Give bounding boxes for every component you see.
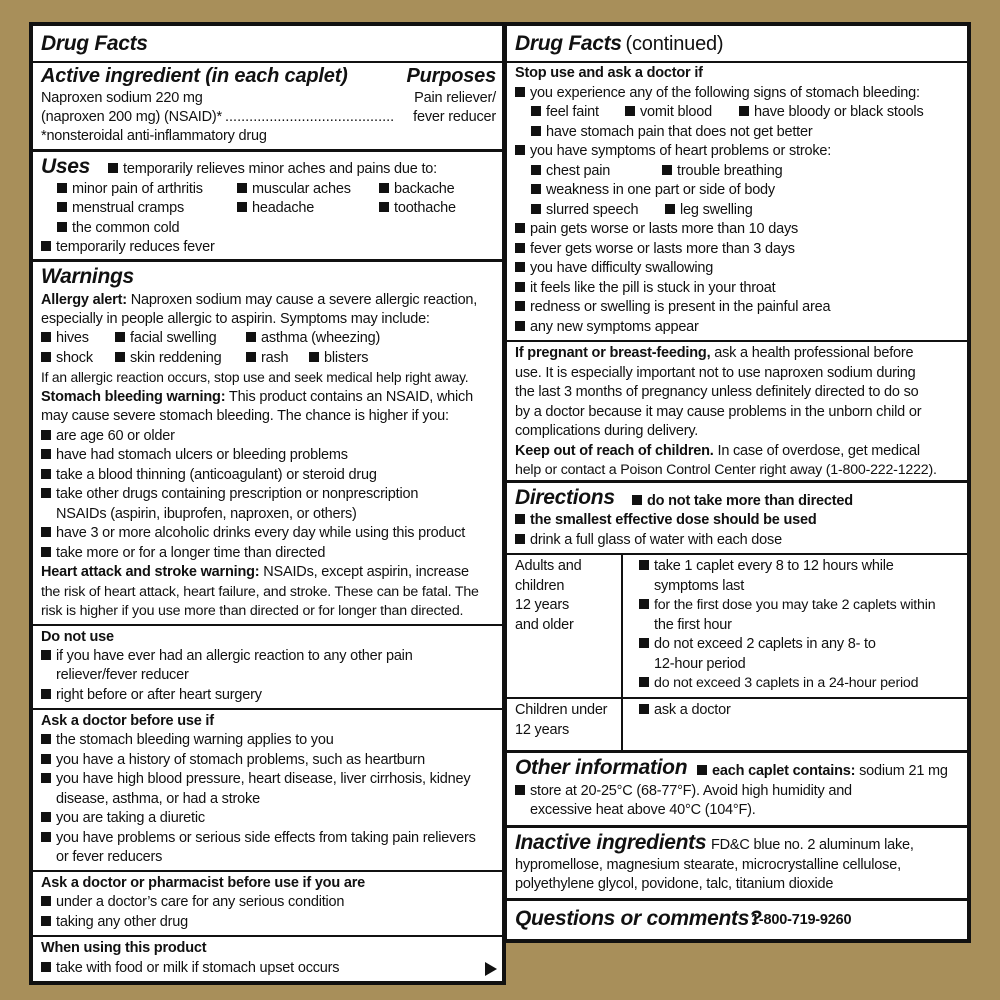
uses-section <box>33 152 502 262</box>
allergy-symptom: hives <box>41 329 89 349</box>
ask-pharmacist-heading: Ask a doctor or pharmacist before use if you are <box>41 875 365 891</box>
bullet-icon <box>531 126 541 136</box>
questions-section <box>507 901 967 939</box>
inactive-line-2: hypromellose, magnesium stearate, microcrystalline cellulose, <box>515 857 901 873</box>
leader-dots: .......................................... <box>225 109 395 125</box>
uses-heading: Uses <box>41 155 91 178</box>
active-ingredient-heading: Active ingredient (in each caplet) <box>41 65 348 87</box>
heart-line-3: risk is higher if you use more than directed or for longer than directed. <box>41 603 464 619</box>
directions-bullet: drink a full glass of water with each dose <box>515 531 782 551</box>
use-item: the common cold <box>57 219 179 239</box>
bullet-icon <box>41 962 51 972</box>
bullet-icon <box>246 332 256 342</box>
bullet-icon <box>41 832 51 842</box>
dosage-table-divider <box>621 553 623 750</box>
allergy-line-2: especially in people allergic to aspirin. Symptoms may include: <box>41 311 430 327</box>
allergy-symptom: shock <box>41 349 93 369</box>
bullet-icon <box>41 449 51 459</box>
adults-dose: do not exceed 2 caplets in any 8- to <box>639 635 876 655</box>
bullet-icon <box>515 534 525 544</box>
purpose-line-1: Pain reliever/ <box>414 90 496 106</box>
bullet-icon <box>515 301 525 311</box>
adults-dose: do not exceed 3 caplets in a 24-hour period <box>639 674 918 694</box>
ask-doctor-item-cont: disease, asthma, or had a stroke <box>56 791 260 807</box>
allergy-symptom: facial swelling <box>115 329 216 349</box>
ask-doctor-item: you have high blood pressure, heart disease, liver cirrhosis, kidney <box>41 770 470 790</box>
pregnant-line-3: the last 3 months of pregnancy unless definitely directed to do so <box>515 384 919 400</box>
questions-heading: Questions or comments? <box>515 907 762 930</box>
warnings-section <box>33 262 502 985</box>
directions-section <box>507 483 967 753</box>
stomach-line-1: Stomach bleeding warning: This product contains an NSAID, which <box>41 389 473 405</box>
stop-use-subitem: slurred speech <box>531 201 638 221</box>
pregnant-line-2: use. It is especially important not to use naproxen sodium during <box>515 365 916 381</box>
drug-facts-title: Drug Facts <box>41 32 148 55</box>
stop-use-subitem: feel faint <box>531 103 599 123</box>
stop-use-item: redness or swelling is present in the painful area <box>515 298 830 318</box>
bullet-icon <box>625 106 635 116</box>
stomach-item-cont: NSAIDs (aspirin, ibuprofen, naproxen, or others) <box>56 506 357 522</box>
allergy-symptom: asthma (wheezing) <box>246 329 380 349</box>
keep-out-line-2: help or contact a Poison Control Center right away (1-800-222-1222). <box>515 462 937 478</box>
dosage-row-divider <box>507 697 967 699</box>
questions-phone: 1-800-719-9260 <box>751 912 852 928</box>
bullet-icon <box>41 488 51 498</box>
bullet-icon <box>531 184 541 194</box>
ask-doctor-item: you have a history of stomach problems, such as heartburn <box>41 751 425 771</box>
stop-use-item: you experience any of the following signs of stomach bleeding: <box>515 84 920 104</box>
bullet-icon <box>41 896 51 906</box>
drug-facts-continued-title: Drug Facts (continued) <box>515 32 724 55</box>
other-info-store-cont: excessive heat above 40°C (104°F). <box>530 802 756 818</box>
other-info-store: store at 20-25°C (68-77°F). Avoid high humidity and <box>515 782 852 802</box>
allergy-after: If an allergic reaction occurs, stop use and seek medical help right away. <box>41 370 469 385</box>
footnote: *nonsteroidal anti-inflammatory drug <box>41 128 267 144</box>
stomach-line-2: may cause severe stomach bleeding. The chance is higher if you: <box>41 408 449 424</box>
adults-dose-cont: symptoms last <box>654 578 745 594</box>
children-label: Children under <box>515 702 608 718</box>
heart-line-1: Heart attack and stroke warning: NSAIDs, except aspirin, increase <box>41 564 469 580</box>
bullet-icon <box>41 430 51 440</box>
bullet-icon <box>309 352 319 362</box>
bullet-icon <box>515 87 525 97</box>
allergy-symptom: skin reddening <box>115 349 222 369</box>
children-dose: ask a doctor <box>639 701 731 721</box>
adults-dose-cont: 12-hour period <box>654 656 746 672</box>
stomach-item: take a blood thinning (anticoagulant) or steroid drug <box>41 466 377 486</box>
continue-arrow-icon <box>485 962 497 976</box>
bullet-icon <box>739 106 749 116</box>
divider <box>507 61 967 63</box>
adults-label: 12 years <box>515 597 570 613</box>
other-info-section <box>507 753 967 828</box>
stop-use-subitem: vomit blood <box>625 103 712 123</box>
children-label: 12 years <box>515 722 570 738</box>
uses-intro: temporarily relieves minor aches and pains due to: <box>108 160 437 180</box>
inactive-line-3: polyethylene glycol, povidone, talc, titanium dioxide <box>515 876 834 892</box>
bullet-icon <box>515 243 525 253</box>
directions-bullet: do not take more than directed <box>632 492 853 512</box>
stop-use-item: any new symptoms appear <box>515 318 699 338</box>
stop-use-item: it feels like the pill is stuck in your throat <box>515 279 775 299</box>
stomach-item: are age 60 or older <box>41 427 175 447</box>
inactive-line-1: FD&C blue no. 2 aluminum lake, <box>711 837 914 853</box>
bullet-icon <box>515 262 525 272</box>
bullet-icon <box>57 202 67 212</box>
adults-label: and older <box>515 617 574 633</box>
use-item: backache <box>379 180 454 200</box>
bullet-icon <box>515 785 525 795</box>
stop-use-heading: Stop use and ask a doctor if <box>515 65 703 81</box>
bullet-icon <box>41 527 51 537</box>
bullet-icon <box>515 282 525 292</box>
stop-use-subitem: have bloody or black stools <box>739 103 924 123</box>
bullet-icon <box>237 183 247 193</box>
stop-use-item: fever gets worse or lasts more than 3 days <box>515 240 795 260</box>
bullet-icon <box>115 332 125 342</box>
drug-facts-panel-left <box>29 22 506 985</box>
bullet-icon <box>662 165 672 175</box>
bullet-icon <box>639 677 649 687</box>
ask-doctor-item-cont: or fever reducers <box>56 849 163 865</box>
bullet-icon <box>665 204 675 214</box>
bullet-icon <box>246 352 256 362</box>
adults-label: children <box>515 578 565 594</box>
bullet-icon <box>41 812 51 822</box>
stop-use-subitem: weakness in one part or side of body <box>531 181 775 201</box>
do-not-use-item-cont: reliever/fever reducer <box>56 667 189 683</box>
dosage-table-top <box>507 553 967 555</box>
stomach-item: have 3 or more alcoholic drinks every day while using this product <box>41 524 465 544</box>
use-fever: temporarily reduces fever <box>41 238 215 258</box>
use-item: toothache <box>379 199 456 219</box>
ask-pharmacist-divider <box>33 870 502 872</box>
when-using-heading: When using this product <box>41 940 207 956</box>
ingredient-line-2: (naproxen 200 mg) (NSAID)* <box>41 109 222 125</box>
stop-use-subitem: trouble breathing <box>662 162 782 182</box>
allergy-line-1: Allergy alert: Naproxen sodium may cause a severe allergic reaction, <box>41 292 478 308</box>
do-not-use-divider <box>33 624 502 626</box>
bullet-icon <box>41 352 51 362</box>
adults-dose: for the first dose you may take 2 caplets within <box>639 596 935 616</box>
ask-doctor-item: the stomach bleeding warning applies to you <box>41 731 334 751</box>
pregnant-line-4: by a doctor because it may cause problems in the unborn child or <box>515 404 922 420</box>
bullet-icon <box>108 163 118 173</box>
stomach-item: take more or for a longer time than directed <box>41 544 325 564</box>
do-not-use-item: if you have ever had an allergic reaction to any other pain <box>41 647 413 667</box>
bullet-icon <box>639 599 649 609</box>
allergy-symptom: blisters <box>309 349 368 369</box>
bullet-icon <box>515 321 525 331</box>
stop-use-item: you have symptoms of heart problems or stroke: <box>515 142 831 162</box>
bullet-icon <box>515 223 525 233</box>
adults-dose-cont: the first hour <box>654 617 732 633</box>
purpose-line-2: fever reducer <box>413 109 496 125</box>
stop-use-section <box>507 26 967 483</box>
ingredient-line-1: Naproxen sodium 220 mg <box>41 90 203 106</box>
bullet-icon <box>639 704 649 714</box>
bullet-icon <box>531 165 541 175</box>
bullet-icon <box>41 689 51 699</box>
ask-doctor-heading: Ask a doctor before use if <box>41 713 214 729</box>
stop-use-subitem: chest pain <box>531 162 610 182</box>
bullet-icon <box>639 638 649 648</box>
bullet-icon <box>41 547 51 557</box>
pregnant-line-5: complications during delivery. <box>515 423 699 439</box>
bullet-icon <box>632 495 642 505</box>
bullet-icon <box>639 560 649 570</box>
bullet-icon <box>41 469 51 479</box>
ask-pharmacist-item: under a doctor’s care for any serious condition <box>41 893 344 913</box>
bullet-icon <box>41 650 51 660</box>
stop-use-item: pain gets worse or lasts more than 10 days <box>515 220 798 240</box>
stop-use-subitem: leg swelling <box>665 201 753 221</box>
pregnant-line-1: If pregnant or breast-feeding, ask a health professional before <box>515 345 914 361</box>
bullet-icon <box>379 183 389 193</box>
divider <box>33 61 502 63</box>
other-info-caplet: each caplet contains: sodium 21 mg <box>697 762 948 782</box>
adults-dose: take 1 caplet every 8 to 12 hours while <box>639 557 894 577</box>
inactive-heading: Inactive ingredients <box>515 831 707 854</box>
purposes-heading: Purposes <box>406 65 496 87</box>
directions-heading: Directions <box>515 486 615 509</box>
bullet-icon <box>41 734 51 744</box>
active-ingredient-section <box>33 26 502 152</box>
warnings-heading: Warnings <box>41 265 134 288</box>
stomach-item: take other drugs containing prescription or nonprescription <box>41 485 418 505</box>
bullet-icon <box>379 202 389 212</box>
bullet-icon <box>41 332 51 342</box>
do-not-use-heading: Do not use <box>41 629 114 645</box>
bullet-icon <box>515 145 525 155</box>
bullet-icon <box>57 222 67 232</box>
other-info-heading: Other information <box>515 756 688 779</box>
use-item: menstrual cramps <box>57 199 184 219</box>
bullet-icon <box>237 202 247 212</box>
bullet-icon <box>697 765 707 775</box>
drug-facts-panel-right <box>503 22 971 943</box>
bullet-icon <box>41 916 51 926</box>
use-item: minor pain of arthritis <box>57 180 203 200</box>
inactive-ingredients-section <box>507 828 967 901</box>
bullet-icon <box>531 204 541 214</box>
bullet-icon <box>41 754 51 764</box>
keep-out-line-1: Keep out of reach of children. In case of overdose, get medical <box>515 443 920 459</box>
when-using-divider <box>33 935 502 937</box>
bullet-icon <box>41 241 51 251</box>
stop-use-item: you have difficulty swallowing <box>515 259 713 279</box>
do-not-use-item: right before or after heart surgery <box>41 686 262 706</box>
pregnant-divider <box>507 340 967 342</box>
adults-label: Adults and <box>515 558 582 574</box>
bullet-icon <box>515 514 525 524</box>
when-using-item: take with food or milk if stomach upset occurs <box>41 959 339 979</box>
bullet-icon <box>57 183 67 193</box>
bullet-icon <box>41 773 51 783</box>
ask-doctor-divider <box>33 708 502 710</box>
bullet-icon <box>531 106 541 116</box>
bullet-icon <box>115 352 125 362</box>
ask-pharmacist-item: taking any other drug <box>41 913 188 933</box>
use-item: muscular aches <box>237 180 351 200</box>
ask-doctor-item: you are taking a diuretic <box>41 809 205 829</box>
ask-doctor-item: you have problems or serious side effects from taking pain relievers <box>41 829 476 849</box>
directions-bullet: the smallest effective dose should be used <box>515 511 817 531</box>
allergy-symptom: rash <box>246 349 288 369</box>
use-item: headache <box>237 199 314 219</box>
stop-use-subitem: have stomach pain that does not get better <box>531 123 812 143</box>
stomach-item: have had stomach ulcers or bleeding problems <box>41 446 348 466</box>
heart-line-2: the risk of heart attack, heart failure, and stroke. These can be fatal. The <box>41 584 479 600</box>
